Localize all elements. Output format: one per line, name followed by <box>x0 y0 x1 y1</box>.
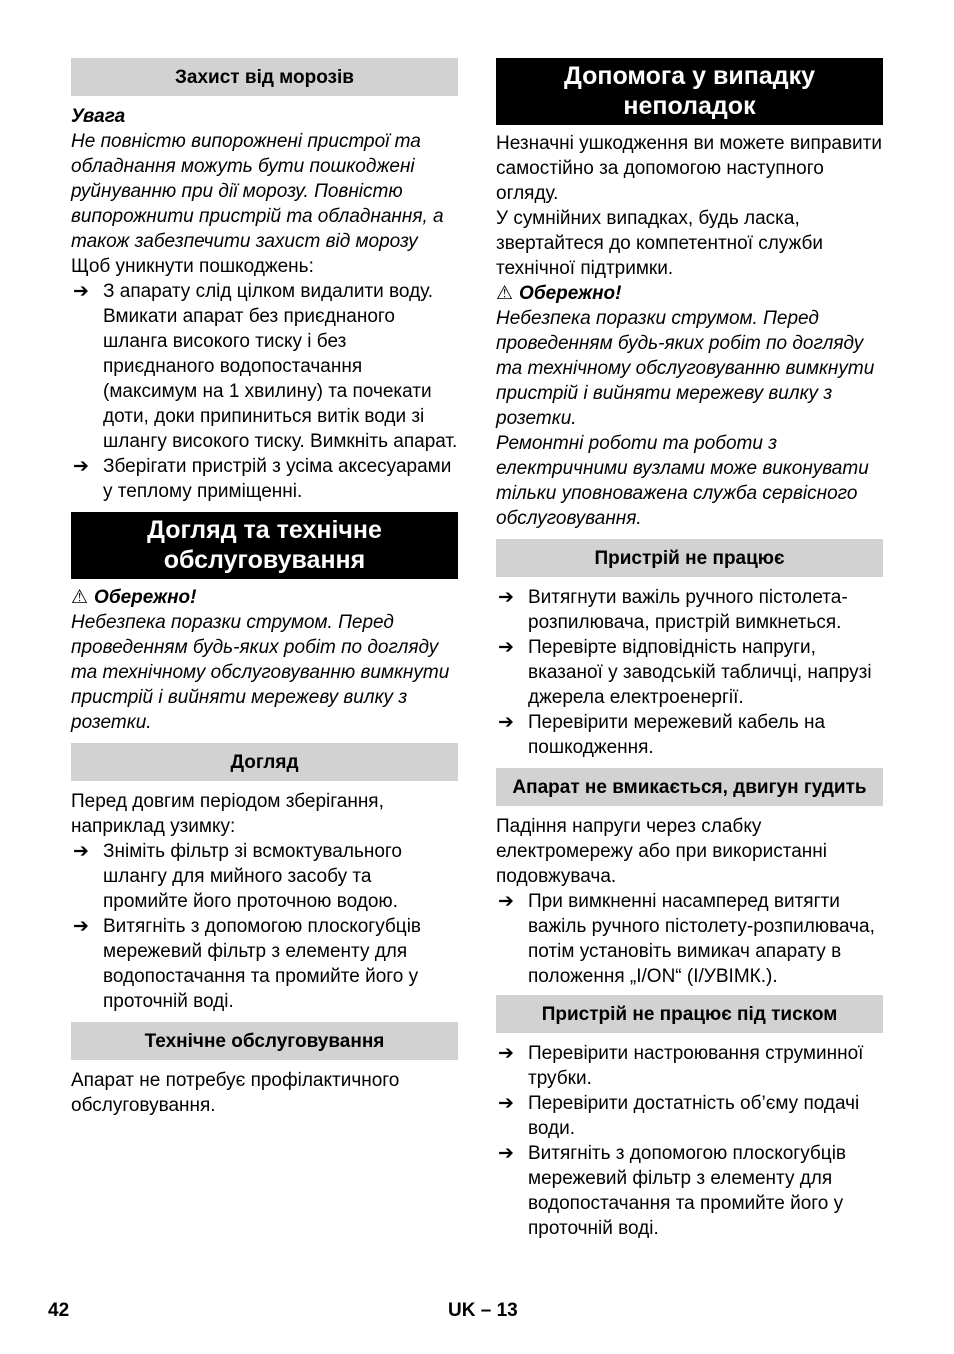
list-item: ➔ Перевірити мережевий кабель на пошкодження. <box>498 712 826 758</box>
list-item: ➔ Витягнути важіль ручного пістолета-розпилювача, пристрій вимкнеться. <box>498 587 848 633</box>
care-maintenance-heading: Догляд та технічне обслуговування <box>71 512 458 579</box>
no-pressure-heading: Пристрій не працює під тиском <box>496 995 883 1033</box>
warning-label: ⚠ Обережно! <box>71 587 197 608</box>
warning-triangle-icon: ⚠ <box>71 587 89 608</box>
arrow-right-icon: ➔ <box>498 891 514 912</box>
right-column <box>496 58 883 1241</box>
warning-text: Небезпека поразки струмом. Перед проведенням будь-яких робіт по догляду та технічному обслуговуванню вимкнути пристрій і вийняти мережеву вилку з розетки. <box>496 308 875 429</box>
warning-text: Небезпека поразки струмом. Перед проведенням будь-яких робіт по догляду та технічному обслуговуванню вимкнути пристрій і вийняти мережеву вилку з розетки. <box>71 612 450 733</box>
list-item: ➔ Зберігати пристрій з усіма аксесуарами у теплому приміщенні. <box>73 456 452 502</box>
list-item: ➔ Перевірити достатність об’єму подачі води. <box>498 1093 860 1139</box>
list-item: ➔ З апарату слід цілком видалити воду. Вмикати апарат без приєднаного шланга високого тиску і без приєднаного водопостачання (максимум на 1 хвилину) та почекати доти, доки припиниться витік води зі шлангу високого тиску. Вимкніть апарат. <box>73 281 458 452</box>
arrow-right-icon: ➔ <box>498 1043 514 1064</box>
list-item: ➔ Витягніть з допомогою плоскогубців мережевий фільтр з елементу для водопостачання та промийте його у проточній воді. <box>73 916 422 1012</box>
care-intro: Перед довгим періодом зберігання, наприклад узимку: <box>71 791 384 837</box>
left-column <box>71 58 458 1118</box>
list-item: ➔ Витягніть з допомогою плоскогубців мережевий фільтр з елементу для водопостачання та промийте його у проточній воді. <box>498 1143 847 1239</box>
not-working-list <box>496 585 883 760</box>
troubleshooting-heading: Допомога у випадку неполадок <box>496 58 883 125</box>
motor-hum-heading: Апарат не вмикається, двигун гудить <box>496 768 883 806</box>
caution-text: Не повністю випорожнені пристрої та обладнання можуть бути пошкоджені руйнуванню при дії морозу. Повністю випорожнити пристрій та обладнання, а також забезпечити захист від морозу <box>71 131 444 252</box>
frost-protection-heading: Захист від морозів <box>71 58 458 96</box>
list-item: ➔ Зніміть фільтр зі всмоктувального шлангу для мийного засобу та промийте його проточною водою. <box>73 841 402 912</box>
motor-hum-list <box>496 889 883 989</box>
service-text: Апарат не потребує профілактичного обслуговування. <box>71 1070 400 1116</box>
arrow-right-icon: ➔ <box>73 916 89 937</box>
warning-triangle-icon: ⚠ <box>496 283 514 304</box>
care-heading: Догляд <box>71 743 458 781</box>
arrow-right-icon: ➔ <box>498 637 514 658</box>
frost-intro: Щоб уникнути пошкоджень: <box>71 256 314 277</box>
page-number: 42 <box>48 1300 70 1321</box>
arrow-right-icon: ➔ <box>73 281 89 302</box>
warning-label: ⚠ Обережно! <box>496 283 622 304</box>
caution-label: Увага <box>71 106 126 127</box>
arrow-right-icon: ➔ <box>498 1093 514 1114</box>
service-heading: Технічне обслуговування <box>71 1022 458 1060</box>
frost-list <box>71 279 458 504</box>
care-list <box>71 839 458 1014</box>
arrow-right-icon: ➔ <box>73 841 89 862</box>
repair-warning-text: Ремонтні роботи та роботи з електричними вузлами може виконувати тільки уповноважена служба сервісного обслуговування. <box>496 433 869 529</box>
not-working-heading: Пристрій не працює <box>496 539 883 577</box>
list-item: ➔ Перевірте відповідність напруги, вказаної у заводській табличці, напрузі джерела електроенергії. <box>498 637 872 708</box>
troubleshooting-intro: Незначні ушкодження ви можете виправити самостійно за допомогою наступного огляду. <box>496 133 882 204</box>
arrow-right-icon: ➔ <box>498 1143 514 1164</box>
troubleshooting-support: У сумнійних випадках, будь ласка, звертайтеся до компетентної служби технічної підтримки. <box>496 208 823 279</box>
list-item: ➔ При вимкненні насамперед витягти важіль ручного пістолету-розпилювача, потім установіть вимикач апарату в положення „I/ON“ (I/УВІМК.). <box>498 891 875 987</box>
arrow-right-icon: ➔ <box>73 456 89 477</box>
page-reference: UK – 13 <box>448 1300 518 1321</box>
list-item: ➔ Перевірити настроювання струминної трубки. <box>498 1043 864 1089</box>
arrow-right-icon: ➔ <box>498 587 514 608</box>
arrow-right-icon: ➔ <box>498 712 514 733</box>
motor-hum-text: Падіння напруги через слабку електромережу або при використанні подовжувача. <box>496 816 827 887</box>
no-pressure-list <box>496 1041 883 1241</box>
